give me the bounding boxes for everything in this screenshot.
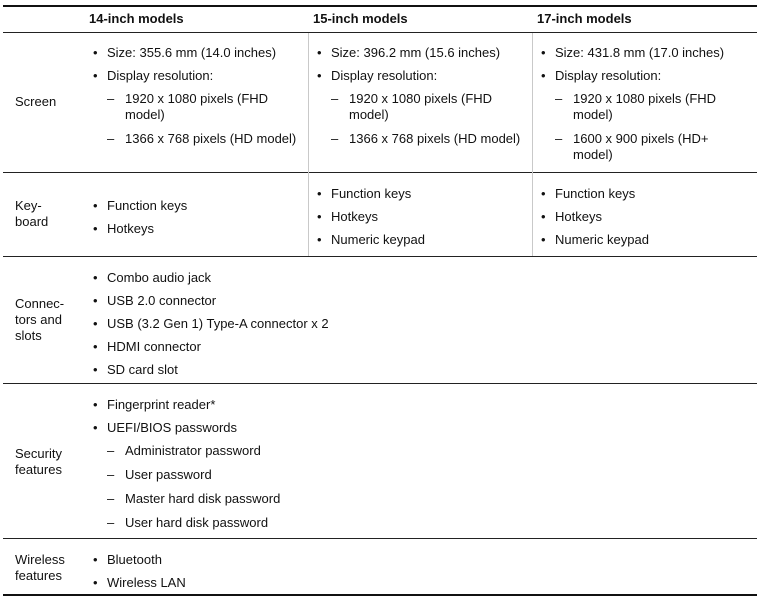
list-item: • Hotkeys — [313, 209, 527, 225]
sub-list-item: – 1600 x 900 pixels (HD+ model) — [537, 131, 751, 163]
keyboard-cell-14 — [89, 198, 303, 244]
column-separator — [532, 33, 533, 256]
table-top-rule — [3, 5, 757, 7]
row-label-wireless: Wireless features — [15, 552, 65, 583]
screen-cell-14 — [89, 45, 303, 155]
list-item: • Combo audio jack — [89, 270, 729, 286]
header-rule — [3, 32, 757, 33]
list-item: • Function keys — [537, 186, 751, 202]
list-item: • Display resolution: — [537, 68, 751, 84]
list-item: • Display resolution: — [313, 68, 527, 84]
list-item: • Hotkeys — [537, 209, 751, 225]
list-item: • Function keys — [89, 198, 303, 214]
list-item: • Size: 431.8 mm (17.0 inches) — [537, 45, 751, 61]
row-label-security: Security features — [15, 446, 62, 477]
list-item: • UEFI/BIOS passwords — [89, 420, 729, 436]
keyboard-cell-15 — [313, 186, 527, 255]
list-item: • Numeric keypad — [313, 232, 527, 248]
column-separator — [308, 33, 309, 256]
wireless-cell — [89, 552, 729, 598]
sub-list-item: – User hard disk password — [89, 515, 729, 531]
list-item: • USB 2.0 connector — [89, 293, 729, 309]
screen-cell-15 — [313, 45, 527, 155]
column-header-17: 17-inch models — [537, 11, 632, 26]
sub-list-item: – 1366 x 768 pixels (HD model) — [89, 131, 303, 147]
list-item: • USB (3.2 Gen 1) Type-A connector x 2 — [89, 316, 729, 332]
list-item: • Fingerprint reader* — [89, 397, 729, 413]
list-item: • Function keys — [313, 186, 527, 202]
keyboard-cell-17 — [537, 186, 751, 255]
security-cell — [89, 397, 729, 539]
sub-list-item: – Administrator password — [89, 443, 729, 459]
list-item: • Hotkeys — [89, 221, 303, 237]
row-divider — [3, 256, 757, 257]
row-label-screen: Screen — [15, 94, 57, 109]
sub-list-item: – User password — [89, 467, 729, 483]
list-item: • SD card slot — [89, 362, 729, 378]
list-item: • Size: 396.2 mm (15.6 inches) — [313, 45, 527, 61]
list-item: • Size: 355.6 mm (14.0 inches) — [89, 45, 303, 61]
list-item: • Display resolution: — [89, 68, 303, 84]
list-item: • HDMI connector — [89, 339, 729, 355]
list-item: • Numeric keypad — [537, 232, 751, 248]
sub-list-item: – 1920 x 1080 pixels (FHD model) — [89, 91, 303, 123]
list-item: • Bluetooth — [89, 552, 729, 568]
column-header-14: 14-inch models — [89, 11, 184, 26]
row-divider — [3, 172, 757, 173]
sub-list-item: – 1920 x 1080 pixels (FHD model) — [537, 91, 751, 123]
sub-list-item: – 1366 x 768 pixels (HD model) — [313, 131, 527, 147]
column-header-15: 15-inch models — [313, 11, 408, 26]
row-label-connectors: Connec- tors and slots — [15, 296, 65, 343]
row-label-keyboard: Key- board — [15, 198, 49, 229]
list-item: • Wireless LAN — [89, 575, 729, 591]
sub-list-item: – 1920 x 1080 pixels (FHD model) — [313, 91, 527, 123]
connectors-cell — [89, 270, 729, 385]
sub-list-item: – Master hard disk password — [89, 491, 729, 507]
screen-cell-17 — [537, 45, 751, 171]
spec-table — [3, 0, 757, 597]
